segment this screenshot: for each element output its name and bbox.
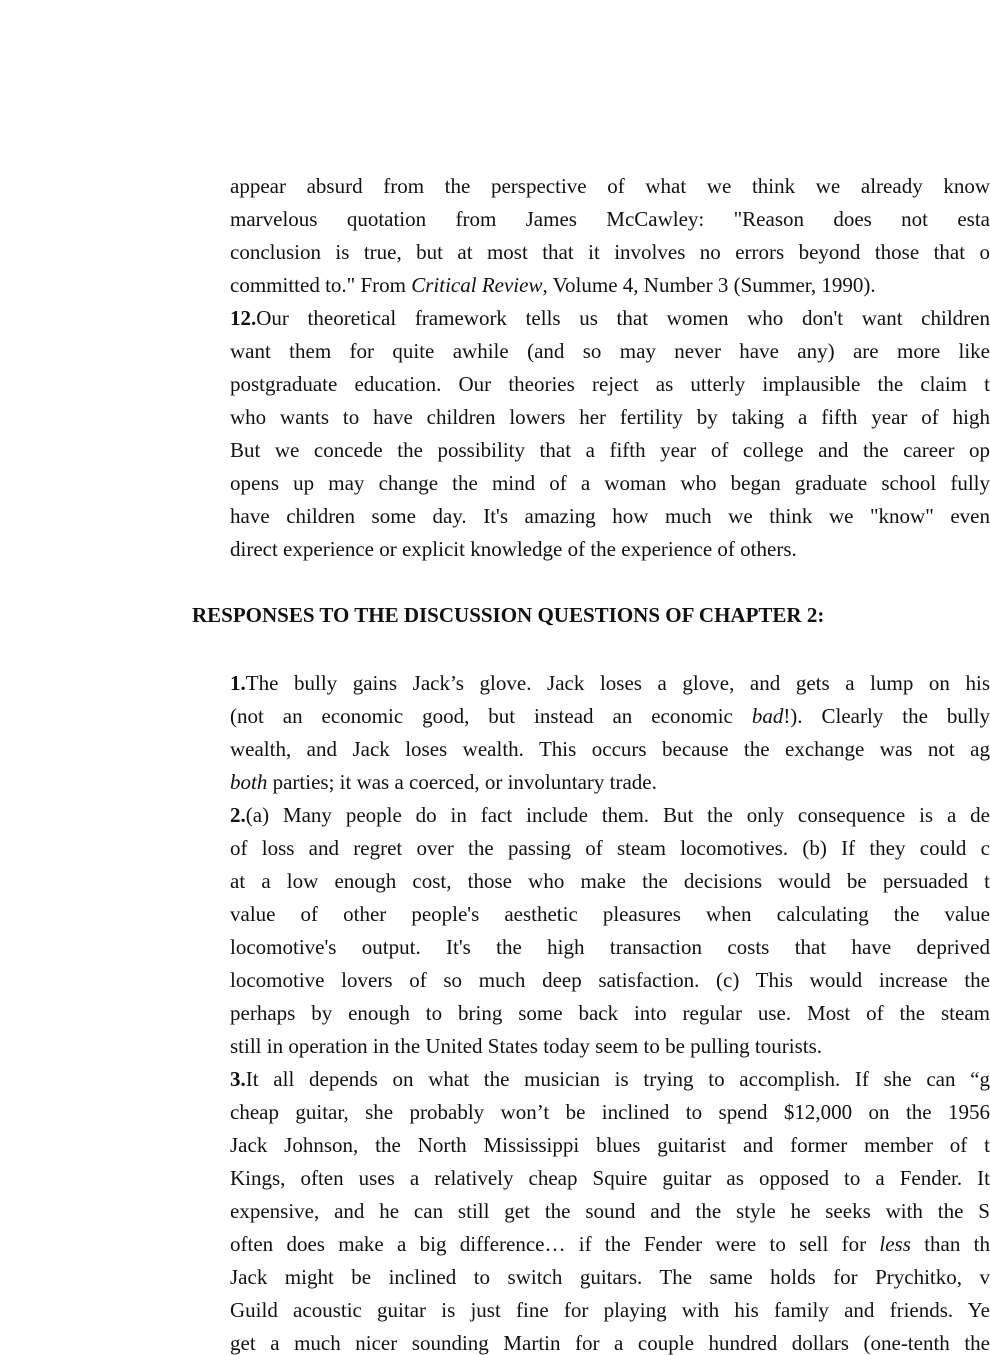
text-line: cheap guitar, she probably won’t be inclined to spend $12,000 on the 1956 bbox=[230, 1100, 990, 1124]
text-line: still in operation in the United States today seem to be pulling tourists. bbox=[230, 1034, 823, 1058]
text-fragment: parties; it was a coerced, or involuntary trade. bbox=[267, 770, 657, 794]
text-line: get a much nicer sounding Martin for a couple hundred dollars (one-tenth the bbox=[230, 1331, 990, 1355]
emphasis: both bbox=[230, 770, 268, 794]
text-line: value of other people's aesthetic pleasures when calculating the value bbox=[230, 902, 990, 926]
text-line: wealth, and Jack loses wealth. This occurs because the exchange was not ag bbox=[230, 737, 990, 761]
answer-2 bbox=[230, 803, 990, 827]
text-fragment: (not an economic good, but instead an economic bbox=[230, 704, 752, 728]
text-line: of loss and regret over the passing of steam locomotives. (b) If they could c bbox=[230, 836, 990, 860]
text-fragment: The bully gains Jack’s glove. Jack loses a glove, and gets a lump on his bbox=[245, 671, 990, 695]
text-line: But we concede the possibility that a fifth year of college and the career op bbox=[230, 438, 990, 462]
question-number: 2. bbox=[230, 803, 246, 827]
section-heading: RESPONSES TO THE DISCUSSION QUESTIONS OF CHAPTER 2: bbox=[192, 603, 825, 627]
text-fragment: Our theoretical framework tells us that women who don't want children bbox=[256, 306, 990, 330]
text-fragment: (a) Many people do in fact include them. But the only consequence is a de bbox=[245, 803, 990, 827]
text-line: locomotive lovers of so much deep satisfaction. (c) This would increase the bbox=[230, 968, 990, 992]
text-line bbox=[230, 704, 990, 728]
text-line: Jack might be inclined to switch guitars. The same holds for Prychitko, v bbox=[230, 1265, 990, 1289]
text-line bbox=[230, 273, 876, 297]
text-line: direct experience or explicit knowledge of the experience of others. bbox=[230, 537, 797, 561]
question-number: 1. bbox=[230, 671, 246, 695]
text-line bbox=[230, 1232, 990, 1256]
text-line: have children some day. It's amazing how much we think we "know" even bbox=[230, 504, 990, 528]
text-line: Guild acoustic guitar is just fine for playing with his family and friends. Ye bbox=[230, 1298, 990, 1322]
text-fragment: committed to." From bbox=[230, 273, 412, 297]
text-line: marvelous quotation from James McCawley: "Reason does not esta bbox=[230, 207, 990, 231]
text-line: conclusion is true, but at most that it involves no errors beyond those that o bbox=[230, 240, 990, 264]
text-fragment: than th bbox=[910, 1232, 990, 1256]
text-line: postgraduate education. Our theories reject as utterly implausible the claim t bbox=[230, 372, 990, 396]
text-line: Jack Johnson, the North Mississippi blues guitarist and former member of t bbox=[230, 1133, 990, 1157]
text-line: Kings, often uses a relatively cheap Squire guitar as opposed to a Fender. It bbox=[230, 1166, 990, 1190]
answer-1 bbox=[230, 671, 990, 695]
answer-12 bbox=[230, 306, 990, 330]
text-line: at a low enough cost, those who make the decisions would be persuaded t bbox=[230, 869, 990, 893]
emphasis: less bbox=[879, 1232, 911, 1256]
text-line: who wants to have children lowers her fertility by taking a fifth year of high bbox=[230, 405, 990, 429]
text-line: appear absurd from the perspective of what we think we already know bbox=[230, 174, 990, 198]
text-fragment: It all depends on what the musician is trying to accomplish. If she can “g bbox=[245, 1067, 990, 1091]
text-line: opens up may change the mind of a woman who began graduate school fully bbox=[230, 471, 990, 495]
text-fragment: !). Clearly the bully bbox=[783, 704, 990, 728]
text-line: locomotive's output. It's the high transaction costs that have deprived bbox=[230, 935, 990, 959]
emphasis: bad bbox=[751, 704, 784, 728]
text-line: perhaps by enough to bring some back into regular use. Most of the steam bbox=[230, 1001, 990, 1025]
text-line bbox=[230, 770, 657, 794]
text-line: want them for quite awhile (and so may never have any) are more like bbox=[230, 339, 990, 363]
answer-3 bbox=[230, 1067, 990, 1091]
question-number: 3. bbox=[230, 1067, 246, 1091]
question-number: 12. bbox=[230, 306, 257, 330]
text-fragment: , Volume 4, Number 3 (Summer, 1990). bbox=[542, 273, 876, 297]
text-line: expensive, and he can still get the sound and the style he seeks with the S bbox=[230, 1199, 990, 1223]
text-fragment: often does make a big difference… if the Fender were to sell for bbox=[230, 1232, 880, 1256]
journal-title: Critical Review bbox=[411, 273, 543, 297]
